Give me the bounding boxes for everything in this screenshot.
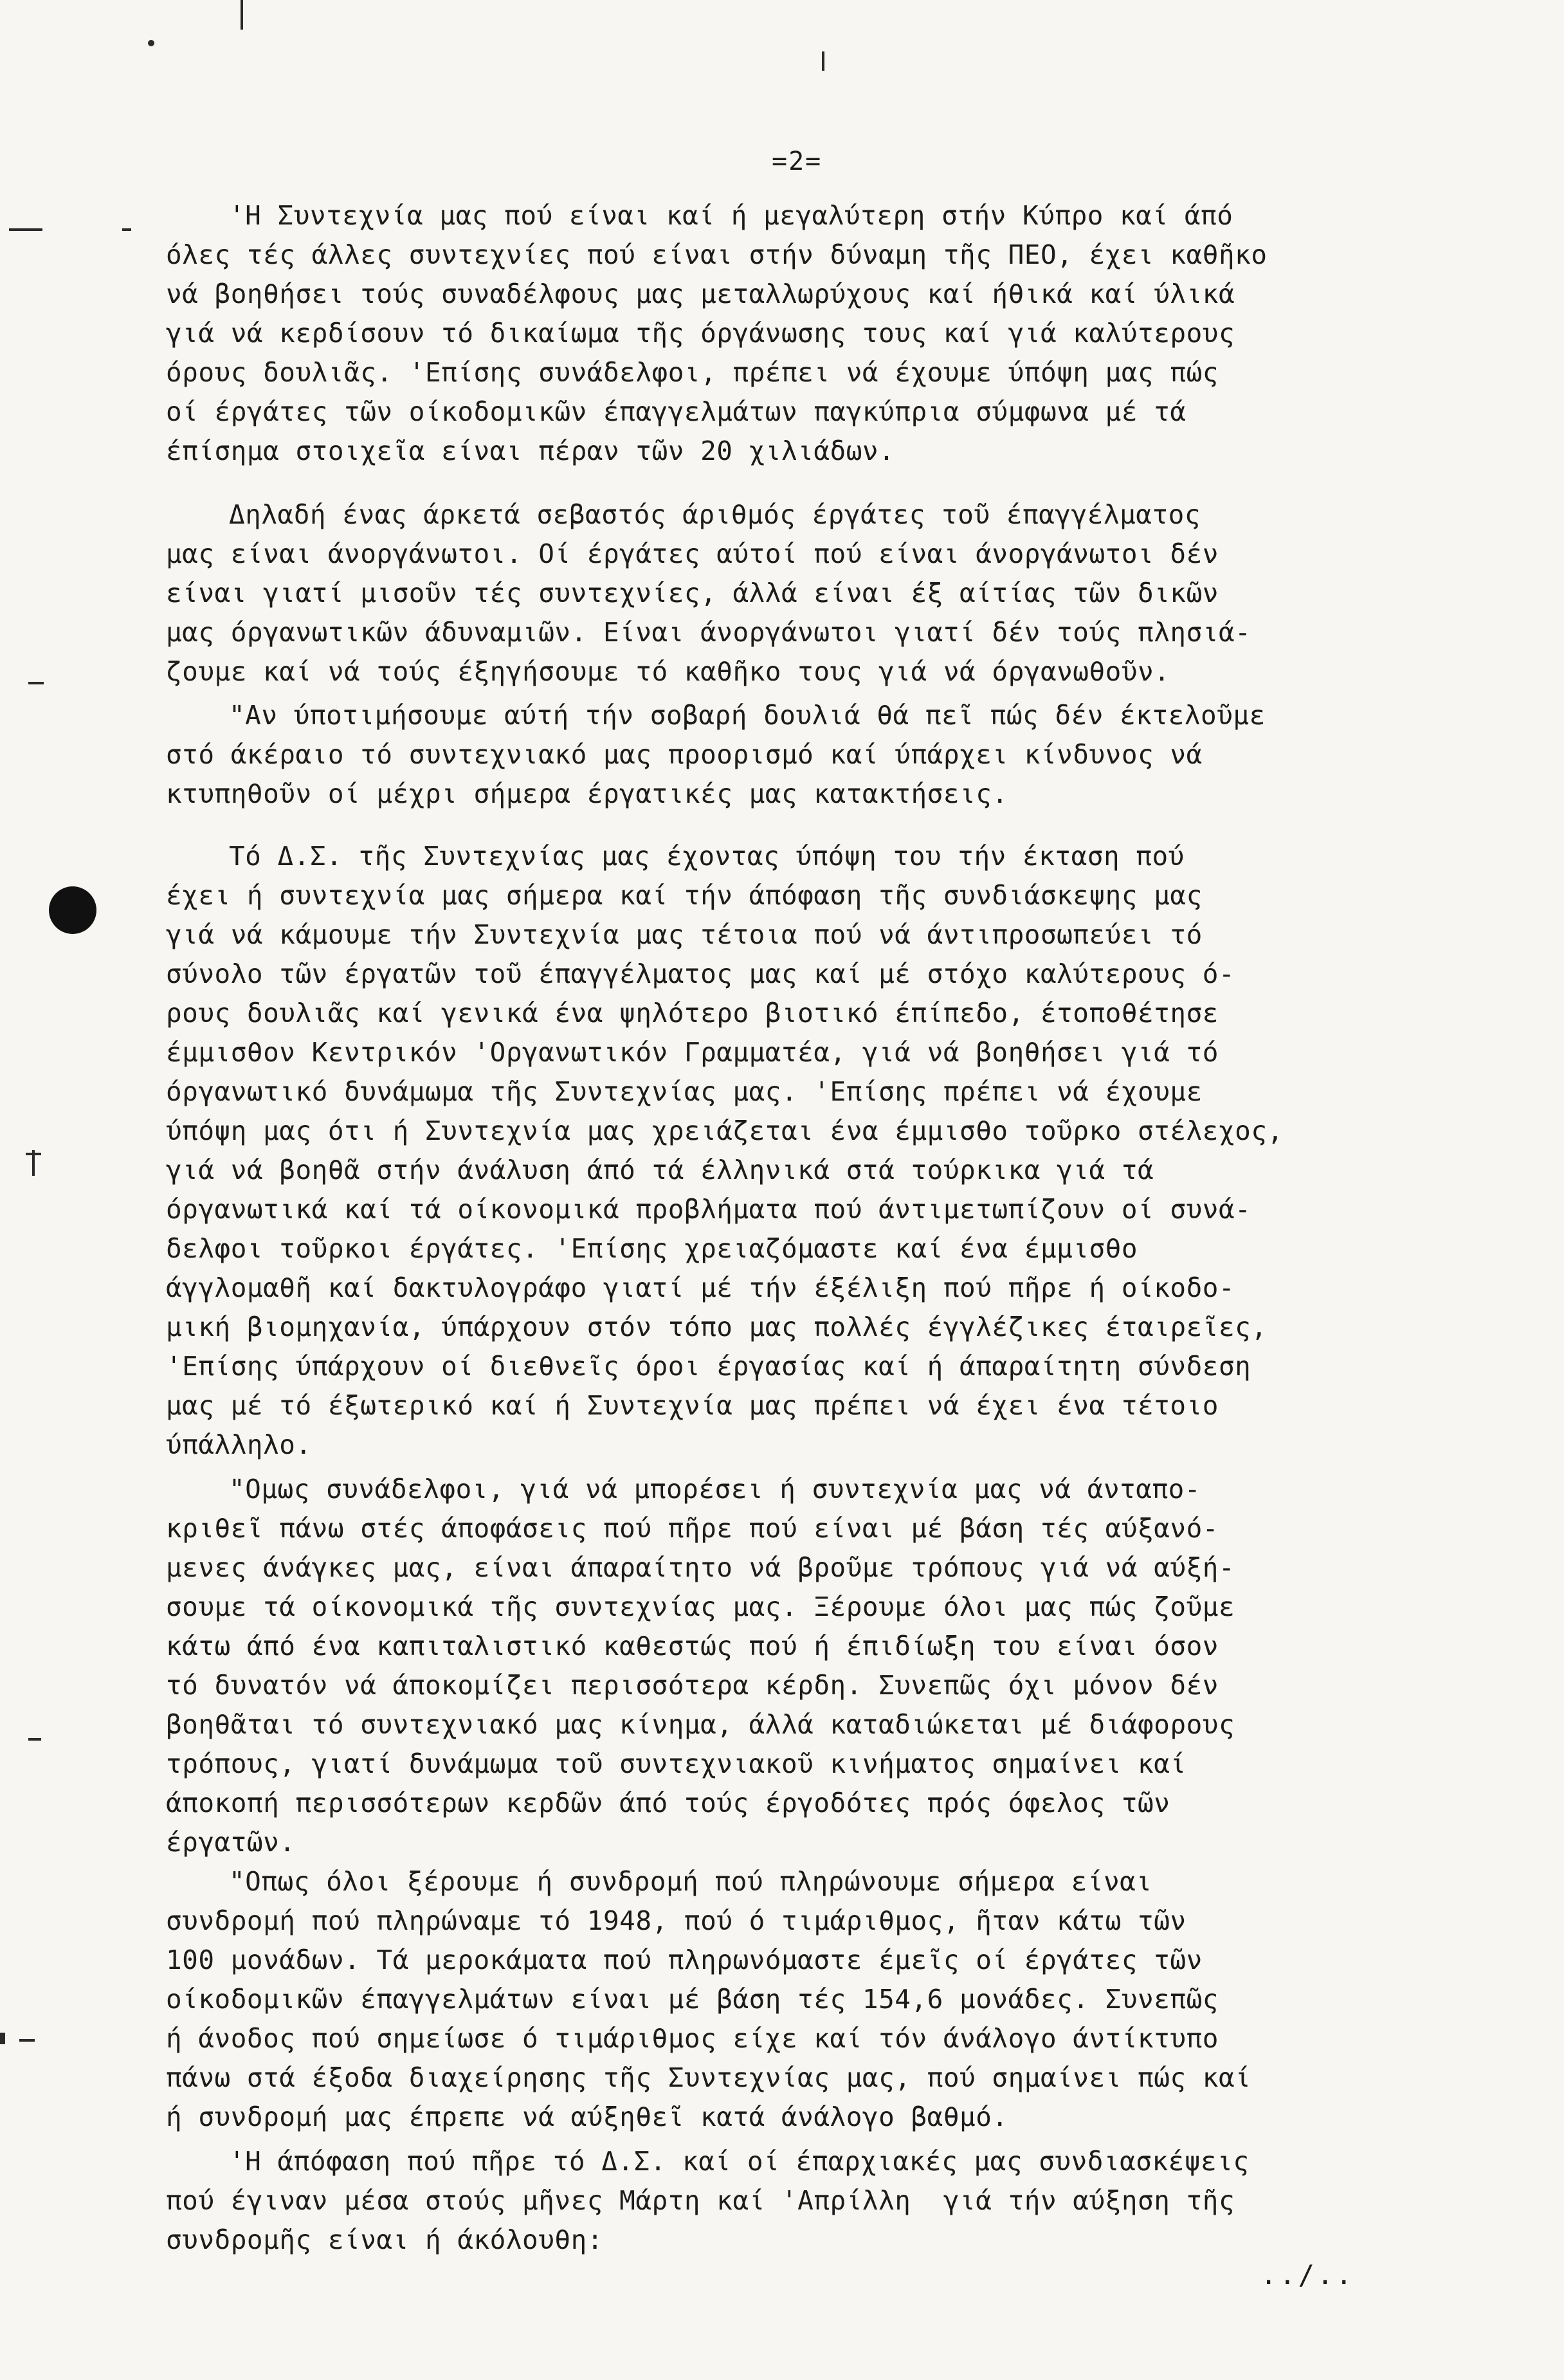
text-line: έπίσημα στοιχεῖα είναι πέραν τῶν 20 χιλιάδων.: [166, 435, 895, 466]
scan-mark: [241, 0, 243, 30]
text-line: ρους δουλιᾶς καί γενικά ένα ψηλότερο βιοτικό έπίπεδο, έτοποθέτησε: [166, 998, 1219, 1029]
text-line: ή άνοδος πού σημείωσε ό τιμάριθμος είχε καί τόν άνάλογο άντίκτυπο: [166, 2023, 1219, 2054]
text-line: συνδρομή πού πληρώναμε τό 1948, πού ό τιμάριθμος, ῆταν κάτω τῶν: [166, 1905, 1187, 1936]
text-line: κτυπηθοῦν οί μέχρι σήμερα έργατικές μας κατακτήσεις.: [166, 778, 1008, 809]
text-line: έμμισθον Κεντρικόν 'Οργανωτικόν Γραμματέα, γιά νά βοηθήσει γιά τό: [166, 1037, 1219, 1068]
text-line: μική βιομηχανία, ύπάρχουν στόν τόπο μας πολλές έγγλέζικες έταιρεῖες,: [166, 1312, 1268, 1342]
text-line: ύπάλληλο.: [166, 1429, 312, 1460]
text-line: 'Επίσης ύπάρχουν οί διεθνεῖς όροι έργασίας καί ή άπαραίτητη σύνδεση: [166, 1351, 1251, 1382]
scan-mark: [148, 40, 154, 46]
text-line: "Αν ύποτιμήσουμε αύτή τήν σοβαρή δουλιά θά πεῖ πώς δέν έκτελοῦμε: [229, 700, 1266, 731]
text-line: συνδρομῆς είναι ή άκόλουθη:: [166, 2224, 603, 2255]
text-line: πάνω στά έξοδα διαχείρησης τῆς Συντεχνίας μας, πού σημαίνει πώς καί: [166, 2062, 1251, 2093]
scan-mark: [822, 51, 824, 71]
text-line: τό δυνατόν νά άποκομίζει περισσότερα κέρδη. Συνεπῶς όχι μόνον δέν: [166, 1670, 1219, 1701]
text-line: όλες τές άλλες συντεχνίες πού είναι στήν δύναμη τῆς ΠΕΟ, έχει καθῆκο: [166, 239, 1268, 270]
text-line: μας όργανωτικῶν άδυναμιῶν. Είναι άνοργάνωτοι γιατί δέν τούς πλησιά-: [166, 617, 1251, 648]
text-line: έχει ή συντεχνία μας σήμερα καί τήν άπόφαση τῆς συνδιάσκεψης μας: [166, 880, 1203, 911]
page-number: =2=: [772, 147, 823, 176]
text-line: κριθεῖ πάνω στές άποφάσεις πού πῆρε πού είναι μέ βάση τές αύξανό-: [166, 1513, 1219, 1544]
text-line: στό άκέραιο τό συντεχνιακό μας προορισμό καί ύπάρχει κίνδυνος νά: [166, 739, 1203, 770]
paragraph: [166, 696, 1529, 814]
scan-mark: [28, 682, 44, 684]
text-line: ή συνδρομή μας έπρεπε νά αύξηθεῖ κατά άνάλογο βαθμό.: [166, 2101, 1008, 2132]
text-line: μενες άνάγκες μας, είναι άπαραίτητο νά βροῦμε τρόπους γιά νά αύξή-: [166, 1552, 1235, 1583]
text-line: σουμε τά οίκονομικά τῆς συντεχνίας μας. Ξέρουμε όλοι μας πώς ζοῦμε: [166, 1591, 1235, 1622]
scan-mark: [122, 228, 131, 231]
text-line: όρους δουλιᾶς. 'Επίσης συνάδελφοι, πρέπει νά έχουμε ύπόψη μας πώς: [166, 357, 1219, 388]
text-line: δελφοι τοῦρκοι έργάτες. 'Επίσης χρειαζόμαστε καί ένα έμμισθο: [166, 1233, 1138, 1264]
text-line: όργανωτικά καί τά οίκονομικά προβλήματα πού άντιμετωπίζουν οί συνά-: [166, 1194, 1251, 1225]
text-line: νά βοηθήσει τούς συναδέλφους μας μεταλλωρύχους καί ήθικά καί ύλικά: [166, 279, 1235, 309]
text-line: έργατῶν.: [166, 1827, 296, 1858]
paragraph: [166, 1862, 1529, 2137]
scan-mark: [19, 2039, 35, 2042]
text-line: ζουμε καί νά τούς έξηγήσουμε τό καθῆκο τους γιά νά όργανωθοῦν.: [166, 656, 1170, 687]
text-line: "Ομως συνάδελφοι, γιά νά μπορέσει ή συντεχνία μας νά άνταπο-: [229, 1474, 1201, 1505]
text-line: άγγλομαθῆ καί δακτυλογράφο γιατί μέ τήν έξέλιξη πού πῆρε ή οίκοδο-: [166, 1272, 1235, 1303]
text-line: μας μέ τό έξωτερικό καί ή Συντεχνία μας πρέπει νά έχει ένα τέτοιο: [166, 1390, 1219, 1421]
text-line: βοηθᾶται τό συντεχνιακό μας κίνημα, άλλά καταδιώκεται μέ διάφορους: [166, 1709, 1235, 1740]
text-line: οί έργάτες τῶν οίκοδομικῶν έπαγγελμάτων παγκύπρια σύμφωνα μέ τά: [166, 396, 1187, 427]
text-line: οίκοδομικῶν έπαγγελμάτων είναι μέ βάση τές 154,6 μονάδες. Συνεπῶς: [166, 1984, 1219, 2015]
scan-mark: [28, 1738, 41, 1741]
paragraph: [166, 2142, 1529, 2260]
text-line: όργανωτικό δυνάμωμα τῆς Συντεχνίας μας. 'Επίσης πρέπει νά έχουμε: [166, 1076, 1203, 1107]
paragraph: [166, 196, 1529, 471]
text-line: 'Η άπόφαση πού πῆρε τό Δ.Σ. καί οί έπαρχιακές μας συνδιασκέψεις: [229, 2146, 1250, 2177]
text-line: γιά νά κάμουμε τήν Συντεχνία μας τέτοια πού νά άντιπροσωπεύει τό: [166, 919, 1203, 950]
text-line: πού έγιναν μέσα στούς μῆνες Μάρτη καί 'Απρίλλη γιά τήν αύξηση τῆς: [166, 2185, 1235, 2216]
text-line: ύπόψη μας ότι ή Συντεχνία μας χρειάζεται ένα έμμισθο τοῦρκο στέλεχος,: [166, 1115, 1284, 1146]
text-line: γιά νά βοηθᾶ στήν άνάλυση άπό τά έλληνικά στά τούρκικα γιά τά: [166, 1155, 1154, 1185]
text-line: τρόπους, γιατί δυνάμωμα τοῦ συντεχνιακοῦ κινήματος σημαίνει καί: [166, 1748, 1187, 1779]
text-line: Δηλαδή ένας άρκετά σεβαστός άριθμός έργάτες τοῦ έπαγγέλματος: [229, 499, 1201, 530]
text-line: μας είναι άνοργάνωτοι. Οί έργάτες αύτοί πού είναι άνοργάνωτοι δέν: [166, 538, 1219, 569]
paragraph: [166, 495, 1529, 691]
text-line: γιά νά κερδίσουν τό δικαίωμα τῆς όργάνωσης τους καί γιά καλύτερους: [166, 318, 1235, 349]
scan-mark: [0, 2033, 5, 2044]
text-line: 'Η Συντεχνία μας πού είναι καί ή μεγαλύτερη στήν Κύπρο καί άπό: [229, 200, 1233, 231]
text-line: άποκοπή περισσότερων κερδῶν άπό τούς έργοδότες πρός όφελος τῶν: [166, 1788, 1170, 1818]
scan-mark: [9, 228, 42, 231]
paragraph: [166, 1470, 1529, 1862]
text-line: "Οπως όλοι ξέρουμε ή συνδρομή πού πληρώνουμε σήμερα είναι: [229, 1866, 1152, 1897]
text-line: σύνολο τῶν έργατῶν τοῦ έπαγγέλματος μας καί μέ στόχο καλύτερους ό-: [166, 958, 1235, 989]
text-line: Τό Δ.Σ. τῆς Συντεχνίας μας έχοντας ύπόψη του τήν έκταση πού: [229, 841, 1185, 872]
paragraph: [166, 837, 1529, 1465]
text-line: κάτω άπό ένα καπιταλιστικό καθεστώς πού ή έπιδίωξη του είναι όσον: [166, 1631, 1219, 1661]
scan-mark: [26, 1153, 41, 1155]
punch-hole: [49, 886, 96, 934]
text-line: είναι γιατί μισοῦν τές συντεχνίες, άλλά είναι έξ αίτίας τῶν δικῶν: [166, 578, 1219, 609]
text-line: 100 μονάδων. Τά μεροκάματα πού πληρωνόμαστε έμεῖς οί έργάτες τῶν: [166, 1945, 1203, 1975]
continuation-mark: ../..: [1260, 2259, 1355, 2291]
